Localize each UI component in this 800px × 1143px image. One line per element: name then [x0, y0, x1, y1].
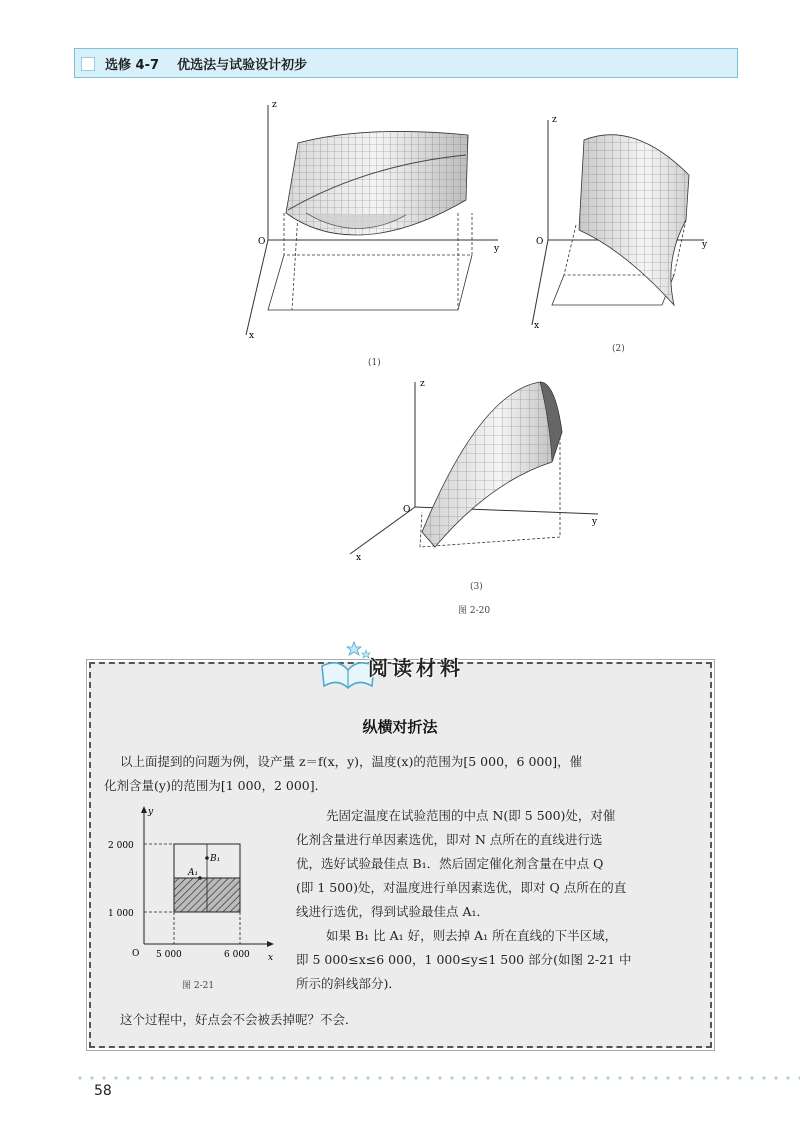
fig221-point-a1: A₁ — [188, 868, 199, 878]
reading-banner-title: 阅读材料 — [368, 656, 464, 680]
paragraph-1-line-1: 以上面提到的问题为例，设产量 z＝f(x，y)，温度(x)的范围为[5 000，6 000]，催 — [120, 754, 583, 769]
axis-label-y: y — [494, 244, 500, 254]
header-square-icon — [81, 57, 95, 71]
figure-2-20-part-2 — [524, 110, 724, 340]
section-header-bar — [74, 48, 738, 78]
right-line-1: 先固定温度在试验范围的中点 N(即 5 500)处，对催 — [326, 808, 616, 823]
axis-label-z-2: z — [552, 115, 557, 125]
sub-caption-1-label: (1) — [368, 358, 381, 368]
right-line-4: (即 1 500)处，对温度进行单因素选优，即对 Q 点所在的直 — [296, 880, 627, 895]
fig221-x-tick-6000: 6 000 — [224, 950, 250, 960]
reading-paragraph-1 — [104, 750, 690, 798]
axis-label-y-3: y — [592, 517, 598, 527]
page-number: 58 — [94, 1083, 112, 1099]
fig221-x-tick-5000: 5 000 — [156, 950, 182, 960]
fig221-y-tick-2000: 2 000 — [108, 841, 134, 851]
right-line-6: 如果 B₁ 比 A₁ 好，则去掉 A₁ 所在直线的下半区域， — [326, 928, 618, 943]
header-title: 选修 4-7 优选法与试验设计初步 — [105, 58, 308, 73]
sub-caption-2-label: (2) — [612, 344, 625, 354]
reading-section-title: 纵横对折法 — [362, 718, 438, 736]
figure-2-20-part-3 — [340, 372, 620, 572]
fig221-origin: O — [132, 949, 140, 959]
axis-origin: O — [258, 237, 266, 247]
axis-origin-3: O — [403, 505, 411, 515]
figure-2-20-part-1 — [236, 95, 516, 355]
right-line-3: 优，选好试验最佳点 B₁．然后固定催化剂含量在中点 Q — [296, 856, 604, 871]
reading-right-column — [296, 804, 696, 996]
axis-label-x-2: x — [534, 321, 540, 331]
footer-dotted-rule — [74, 1076, 800, 1080]
right-line-7: 即 5 000≤x≤6 000，1 000≤y≤1 500 部分(如图 2-21 中 — [296, 952, 632, 967]
fig221-y-label: y — [148, 807, 154, 817]
right-line-2: 化剂含量进行单因素选优，即对 N 点所在的直线进行选 — [296, 832, 603, 847]
axis-label-z-3: z — [420, 379, 425, 389]
figure-2-21 — [104, 804, 284, 984]
paragraph-1-line-2: 化剂含量(y)的范围为[1 000，2 000]． — [104, 778, 328, 793]
figure-2-20-caption: 图 2-20 — [458, 606, 491, 616]
right-line-8: 所示的斜线部分)． — [296, 976, 401, 991]
reading-last-line: 这个过程中，好点会不会被丢掉呢？不会． — [120, 1012, 358, 1027]
fig221-y-tick-1000: 1 000 — [108, 909, 134, 919]
axis-label-x-3: x — [356, 553, 362, 563]
sub-caption-3-label: (3) — [470, 582, 483, 592]
figure-2-21-caption: 图 2-21 — [182, 981, 215, 991]
axis-label-y-2: y — [702, 240, 708, 250]
right-line-5: 线进行选优，得到试验最佳点 A₁． — [296, 904, 490, 919]
axis-label-x: x — [249, 331, 255, 341]
fig221-point-b1: B₁ — [210, 854, 221, 864]
axis-origin-2: O — [536, 237, 544, 247]
axis-label-z: z — [272, 100, 277, 110]
fig221-x-label: x — [268, 953, 274, 963]
